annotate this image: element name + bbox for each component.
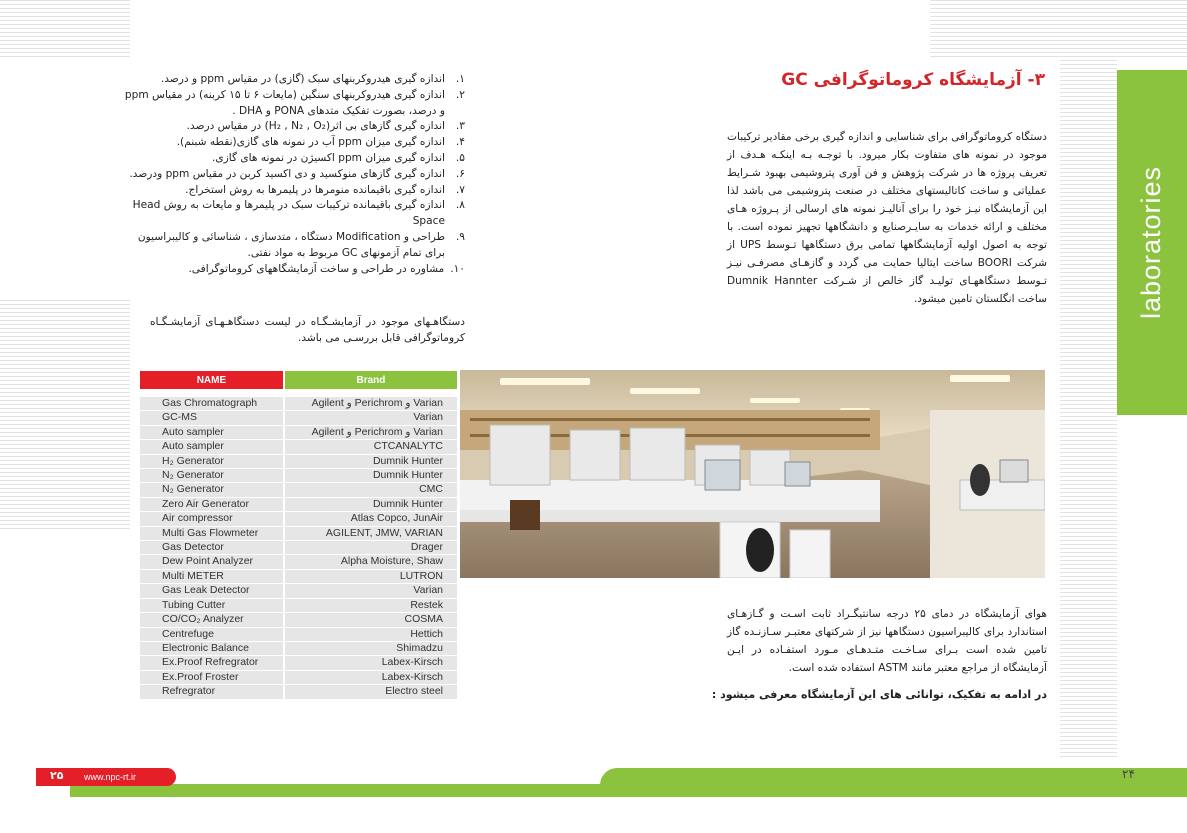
laboratory-photo: [460, 370, 1045, 578]
list-item: ۱. اندازه گیری هیدروکربنهای سبک (گازی) در مقیاس ppm و درصد.: [160, 73, 465, 85]
footer-bar: [70, 784, 1187, 797]
list-item: ۹. طراحی و Modification دستگاه ، متدسازی ، شناسائی و کالیبراسیون برای تمام آزمونهای GC مربوط به مواد نفتی.: [137, 230, 465, 259]
list-item: ۶. اندازه گیری گازهای منوکسید و دی اکسید کربن در مقیاس ppm ودرصد.: [129, 167, 465, 180]
section-heading: ۳- آزمایشگاه کروماتوگرافی GC: [781, 70, 1045, 90]
table-row: H₂ Generator Dumnik Hunter: [140, 455, 457, 468]
table-row: Auto sampler CTCANALYTC: [140, 440, 457, 453]
header-brand: Brand: [285, 371, 457, 389]
table-row: Refregrator Electro steel: [140, 685, 457, 698]
table-row: Zero Air Generator Dumnik Hunter: [140, 498, 457, 511]
website-link[interactable]: www.npc-rt.ir: [84, 772, 137, 782]
table-row: Ex.Proof Refregrator Labex-Kirsch: [140, 656, 457, 669]
section-tab: [1117, 70, 1187, 415]
list-item: ۵. اندازه گیری میزان ppm اکسیژن در نمونه های گازی.: [211, 151, 465, 164]
table-row: CO/CO₂ Analyzer COSMA: [140, 613, 457, 626]
list-item: ۴. اندازه گیری میزان ppm آب در نمونه های گازی(نقطه شبنم).: [176, 136, 465, 149]
equipment-table: [138, 370, 459, 700]
table-row: Multi Gas Flowmeter AGILENT, JMW, VARIAN: [140, 527, 457, 540]
table-row: Gas Leak Detector Varian: [140, 584, 457, 597]
lab-conditions-paragraph: هوای آزمایشگاه در دمای ۲۵ درجه سانتیگـراد ثابت اسـت و گـازهـای استاندارد برای کالیبراسیون دستگاهها نیز از شرکتهای معتبـر سـازنـده گاز تامین شده است بـرای سـاخـت متـدهـای مـورد استفـاده در ایـن آزمایشگاه از مراجع معتبر مانند ASTM استفاده شده است.: [727, 608, 1048, 674]
list-item: ۱۰. مشاوره در طراحی و ساخت آزمایشگاههای کروماتوگرافی.: [188, 262, 465, 275]
decorative-stripes-top-left: [0, 0, 130, 60]
table-row: Electronic Balance Shimadzu: [140, 642, 457, 655]
table-row: Multi METER LUTRON: [140, 570, 457, 583]
capabilities-list: [122, 72, 465, 277]
header-name: NAME: [140, 371, 283, 389]
table-row: N₂ Generator Dumnik Hunter: [140, 469, 457, 482]
decorative-stripes-right: [1060, 60, 1117, 760]
table-row: Ex.Proof Froster Labex-Kirsch: [140, 671, 457, 684]
list-item: ۸. اندازه گیری باقیمانده ترکیبات سبک در پلیمرها و مایعات به روش Head Space: [132, 199, 465, 228]
table-row: Dew Point Analyzer Alpha Moisture, Shaw: [140, 555, 457, 568]
page-number-right: ۲۴: [1122, 767, 1135, 781]
table-row: Auto sampler Agilent و Perichrom و Varian: [140, 426, 457, 439]
list-item: ۳. اندازه گیری گازهای بی اثر(H₂ , N₂ , O₂) در مقیاس درصد.: [186, 120, 465, 133]
section-tab-label: laboratories: [1136, 165, 1167, 320]
capabilities-intro: در ادامه به تفکیک، توانائی های این آزمایشگاه معرفی میشود :: [711, 688, 1047, 701]
table-row: Gas Chromatograph Agilent و Perichrom و Varian: [140, 397, 457, 410]
table-row: GC-MS Varian: [140, 411, 457, 424]
table-row: Air compressor Atlas Copco, JunAir: [140, 512, 457, 525]
table-row: N₂ Generator CMC: [140, 483, 457, 496]
list-item: ۷. اندازه گیری باقیمانده منومرها در پلیمرها به روش استخراج.: [185, 183, 465, 196]
table-row: Gas Detector Drager: [140, 541, 457, 554]
intro-paragraph: دستگاه کروماتوگرافی برای شناسایی و اندازه گیری برخی مقادیر ترکیبات موجود در نمونه های متفاوت بکار میرود. با توجـه بـه اینکـه هـدف از تعریف پروژه ها در شرکت پژوهش و فن آوری پتروشیمی بهبود شـرایط عملیاتی و ساخت کاتالیستهای مختلف در صنعت پتروشیمی می باشد لذا این آزمایشگاه نیـز خود را برای آنالیـز نمونه های ارسالی از پـروژه هـای مختلف و ارائه خدمات به سایـرصنایع و دانشگاهها تجهیز نموده است. با توجه به اصول اولیه آزمایشگاهها تمامی برق دستگاهها تـوسط UPS از شرکت BOORI ساخت ایتالیا حمایت می گردد و گازهـای مصرفـی نیـز تـوسط دستگاههـای تولیـد گاز خالص از شـرکت Dumnik Hannter ساخت انگلستان تامین میشود.: [727, 131, 1048, 305]
table-header-row: [140, 371, 457, 389]
list-item: ۲. اندازه گیری هیدروکربنهای سنگین (مایعات ۶ تا ۱۵ کربنه) در مقیاس ppm و درصد، بصورت تفکیک متدهای PONA و DHA .: [124, 88, 465, 117]
footer-accent-curve: [600, 768, 1187, 785]
table-row: Tubing Cutter Restek: [140, 599, 457, 612]
table-row: Centrefuge Hettich: [140, 628, 457, 641]
table-intro: دستگاهـهای موجود در آزمایشـگـاه در لیست دستگاهـهـای آزمایشـگـاه کروماتوگرافی قابل بررسـی می باشد.: [150, 316, 465, 344]
decorative-stripes-top-right: [930, 0, 1187, 60]
decorative-stripes-mid-left: [0, 300, 130, 530]
page-number-left: ۲۵: [50, 769, 64, 782]
